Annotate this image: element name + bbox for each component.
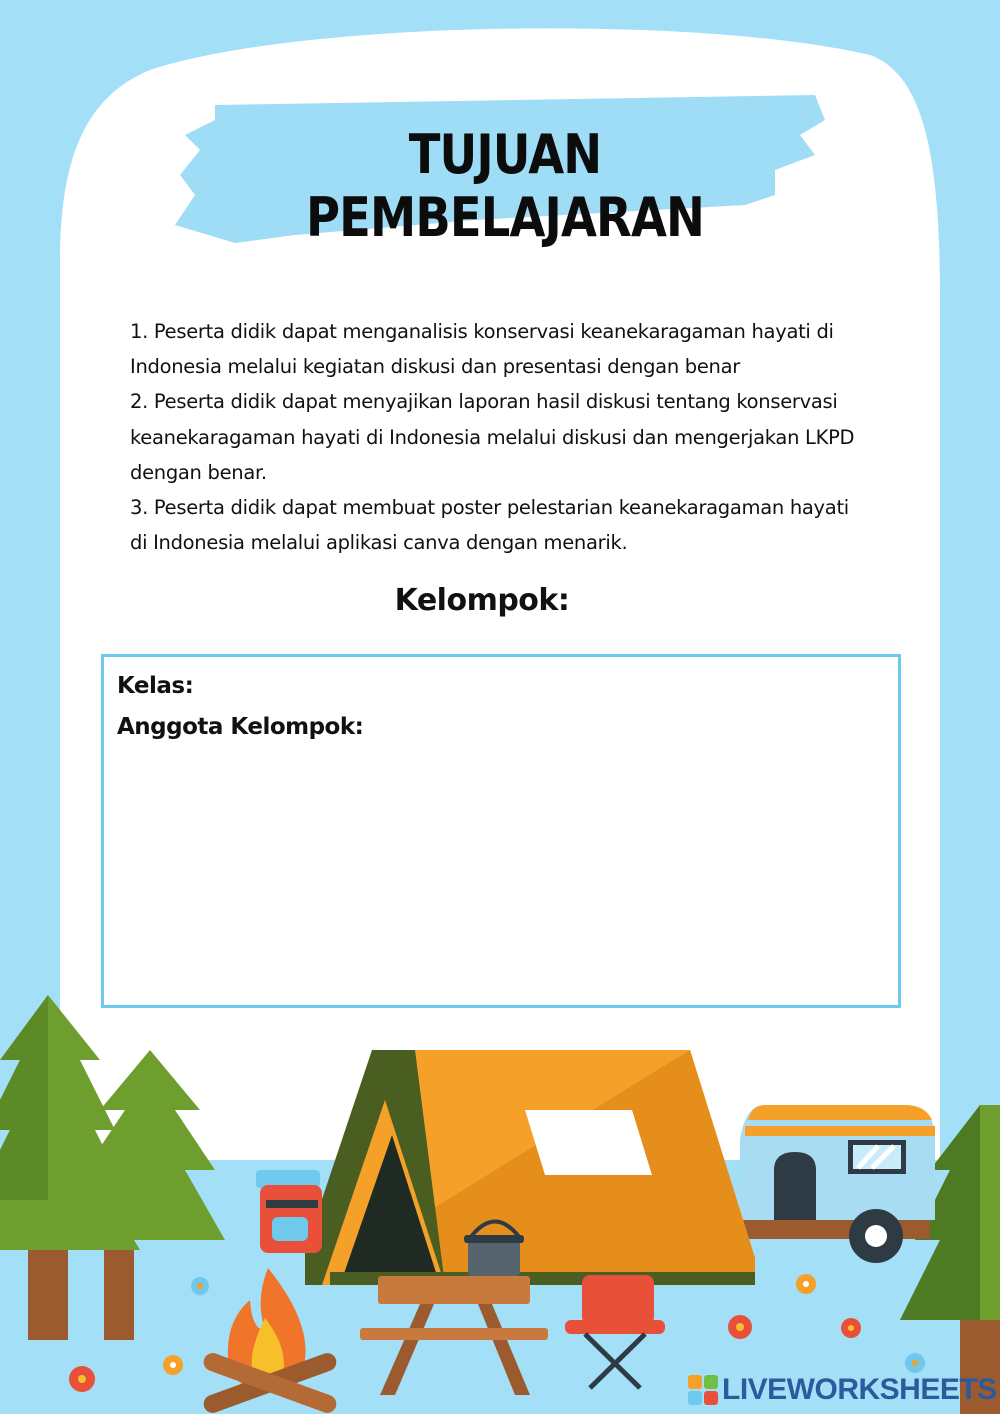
backpack (256, 1170, 322, 1253)
objective-line: dengan benar. (130, 460, 267, 484)
objective-line: 2. Peserta didik dapat menyajikan laporan hasil diskusi tentang konservasi (130, 390, 838, 414)
objective-line: 1. Peserta didik dapat menganalisis konservasi keanekaragaman hayati di (130, 320, 834, 343)
liveworksheets-watermark (688, 1372, 997, 1408)
objective-line: di Indonesia melalui aplikasi canva dengan menarik. (130, 531, 628, 555)
title-banner (175, 95, 830, 249)
members-label: Anggota Kelompok: (117, 714, 364, 740)
objective-line: keanekaragaman hayati di Indonesia melalui diskusi dan mengerjakan LKPD (130, 425, 855, 449)
liveworksheets-logo-icon (688, 1375, 718, 1405)
watermark-text: LIVEWORKSHEETS (722, 1373, 997, 1406)
class-label: Kelas: (117, 673, 194, 699)
tent (305, 1050, 755, 1285)
objective-line: Indonesia melalui kegiatan diskusi dan presentasi dengan benar (130, 355, 740, 379)
objective-line: 3. Peserta didik dapat membuat poster pelestarian keanekaragaman hayati (130, 496, 849, 520)
group-info-box[interactable] (101, 654, 901, 1008)
group-heading: Kelompok: (394, 583, 570, 618)
learning-objectives (130, 314, 920, 560)
page-title: TUJUAN PEMBELAJARAN (305, 123, 705, 249)
